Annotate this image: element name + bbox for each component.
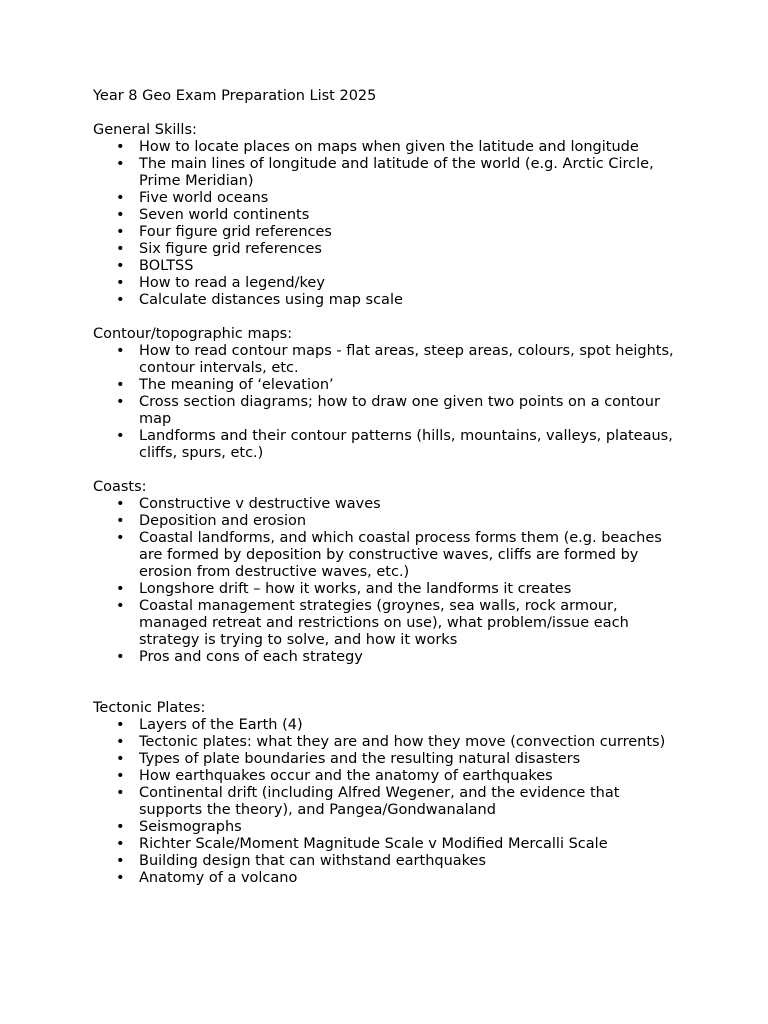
bullet-icon: •	[116, 513, 125, 529]
bullet-icon: •	[116, 241, 125, 257]
bullet-icon: •	[116, 377, 125, 393]
bullet-icon: •	[116, 275, 125, 291]
list-item-text: How to read contour maps - flat areas, steep areas, colours, spot heights, contour intervals, etc.	[139, 343, 674, 376]
bullet-icon: •	[116, 751, 125, 767]
list-item	[93, 836, 679, 853]
list-item-text: Anatomy of a volcano	[139, 870, 298, 886]
bullet-icon: •	[116, 819, 125, 835]
list-item	[93, 394, 679, 428]
bullet-icon: •	[116, 836, 125, 852]
list-item	[93, 598, 679, 649]
bullet-icon: •	[116, 870, 125, 886]
list-item-text: Cross section diagrams; how to draw one given two points on a contour map	[139, 394, 660, 427]
document-page	[93, 88, 703, 887]
bullet-icon: •	[116, 598, 125, 614]
bullet-list	[93, 139, 703, 309]
section-contour-maps	[93, 326, 703, 462]
bullet-icon: •	[116, 428, 125, 444]
bullet-icon: •	[116, 734, 125, 750]
bullet-icon: •	[116, 139, 125, 155]
list-item-text: Landforms and their contour patterns (hills, mountains, valleys, plateaus, cliffs, spurs, etc.)	[139, 428, 673, 461]
list-item-text: The meaning of ‘elevation’	[139, 377, 334, 393]
bullet-icon: •	[116, 343, 125, 359]
list-item	[93, 734, 679, 751]
list-item-text: Seven world continents	[139, 207, 310, 223]
list-item-text: BOLTSS	[139, 258, 194, 274]
bullet-icon: •	[116, 156, 125, 172]
list-item-text: The main lines of longitude and latitude of the world (e.g. Arctic Circle, Prime Meridian)	[139, 156, 654, 189]
bullet-icon: •	[116, 190, 125, 206]
bullet-list	[93, 717, 703, 887]
list-item-text: How earthquakes occur and the anatomy of earthquakes	[139, 768, 553, 784]
list-item-text: How to locate places on maps when given the latitude and longitude	[139, 139, 639, 155]
bullet-icon: •	[116, 785, 125, 801]
bullet-icon: •	[116, 717, 125, 733]
list-item	[93, 207, 679, 224]
list-item-text: Constructive v destructive waves	[139, 496, 381, 512]
bullet-icon: •	[116, 224, 125, 240]
list-item-text: Building design that can withstand earthquakes	[139, 853, 487, 869]
bullet-icon: •	[116, 496, 125, 512]
list-item	[93, 751, 679, 768]
list-item-text: Continental drift (including Alfred Wegener, and the evidence that supports the theory), and Pangea/Gondwanaland	[139, 785, 620, 818]
list-item	[93, 768, 679, 785]
list-item	[93, 581, 679, 598]
bullet-icon: •	[116, 530, 125, 546]
list-item-text: How to read a legend/key	[139, 275, 325, 291]
list-item	[93, 139, 679, 156]
bullet-icon: •	[116, 394, 125, 410]
list-item	[93, 819, 679, 836]
list-item	[93, 377, 679, 394]
bullet-icon: •	[116, 768, 125, 784]
bullet-icon: •	[116, 581, 125, 597]
list-item-text: Richter Scale/Moment Magnitude Scale v Modified Mercalli Scale	[139, 836, 608, 852]
document-title: Year 8 Geo Exam Preparation List 2025	[93, 88, 377, 104]
bullet-icon: •	[116, 853, 125, 869]
list-item	[93, 343, 679, 377]
list-item	[93, 292, 679, 309]
list-item-text: Longshore drift – how it works, and the landforms it creates	[139, 581, 572, 597]
section-general-skills	[93, 122, 703, 309]
list-item	[93, 241, 679, 258]
list-item-text: Seismographs	[139, 819, 242, 835]
list-item	[93, 530, 679, 581]
list-item	[93, 190, 679, 207]
list-item-text: Deposition and erosion	[139, 513, 307, 529]
section-heading: Coasts:	[93, 479, 147, 495]
list-item	[93, 275, 679, 292]
list-item-text: Six figure grid references	[139, 241, 322, 257]
list-item-text: Coastal landforms, and which coastal process forms them (e.g. beaches are formed by deposition by constructive waves, cliffs are formed by erosion from destructive waves, etc.)	[139, 530, 662, 580]
section-heading: Tectonic Plates:	[93, 700, 206, 716]
list-item-text: Five world oceans	[139, 190, 269, 206]
bullet-list	[93, 343, 703, 462]
list-item-text: Four figure grid references	[139, 224, 332, 240]
list-item-text: Coastal management strategies (groynes, sea walls, rock armour, managed retreat and restrictions on use), what problem/issue each strategy is trying to solve, and how it works	[139, 598, 629, 648]
bullet-icon: •	[116, 649, 125, 665]
list-item-text: Layers of the Earth (4)	[139, 717, 303, 733]
list-item-text: Types of plate boundaries and the resulting natural disasters	[139, 751, 581, 767]
list-item	[93, 785, 679, 819]
list-item-text: Tectonic plates: what they are and how they move (convection currents)	[139, 734, 666, 750]
list-item-text: Calculate distances using map scale	[139, 292, 403, 308]
section-heading: Contour/topographic maps:	[93, 326, 293, 342]
section-heading: General Skills:	[93, 122, 197, 138]
list-item	[93, 513, 679, 530]
section-tectonic-plates	[93, 700, 703, 887]
list-item	[93, 853, 679, 870]
bullet-icon: •	[116, 207, 125, 223]
list-item	[93, 224, 679, 241]
list-item	[93, 428, 679, 462]
section-coasts	[93, 479, 703, 666]
list-item	[93, 156, 679, 190]
list-item	[93, 717, 679, 734]
bullet-icon: •	[116, 258, 125, 274]
list-item-text: Pros and cons of each strategy	[139, 649, 363, 665]
list-item	[93, 258, 679, 275]
bullet-list	[93, 496, 703, 666]
list-item	[93, 496, 679, 513]
list-item	[93, 870, 679, 887]
list-item	[93, 649, 679, 666]
bullet-icon: •	[116, 292, 125, 308]
